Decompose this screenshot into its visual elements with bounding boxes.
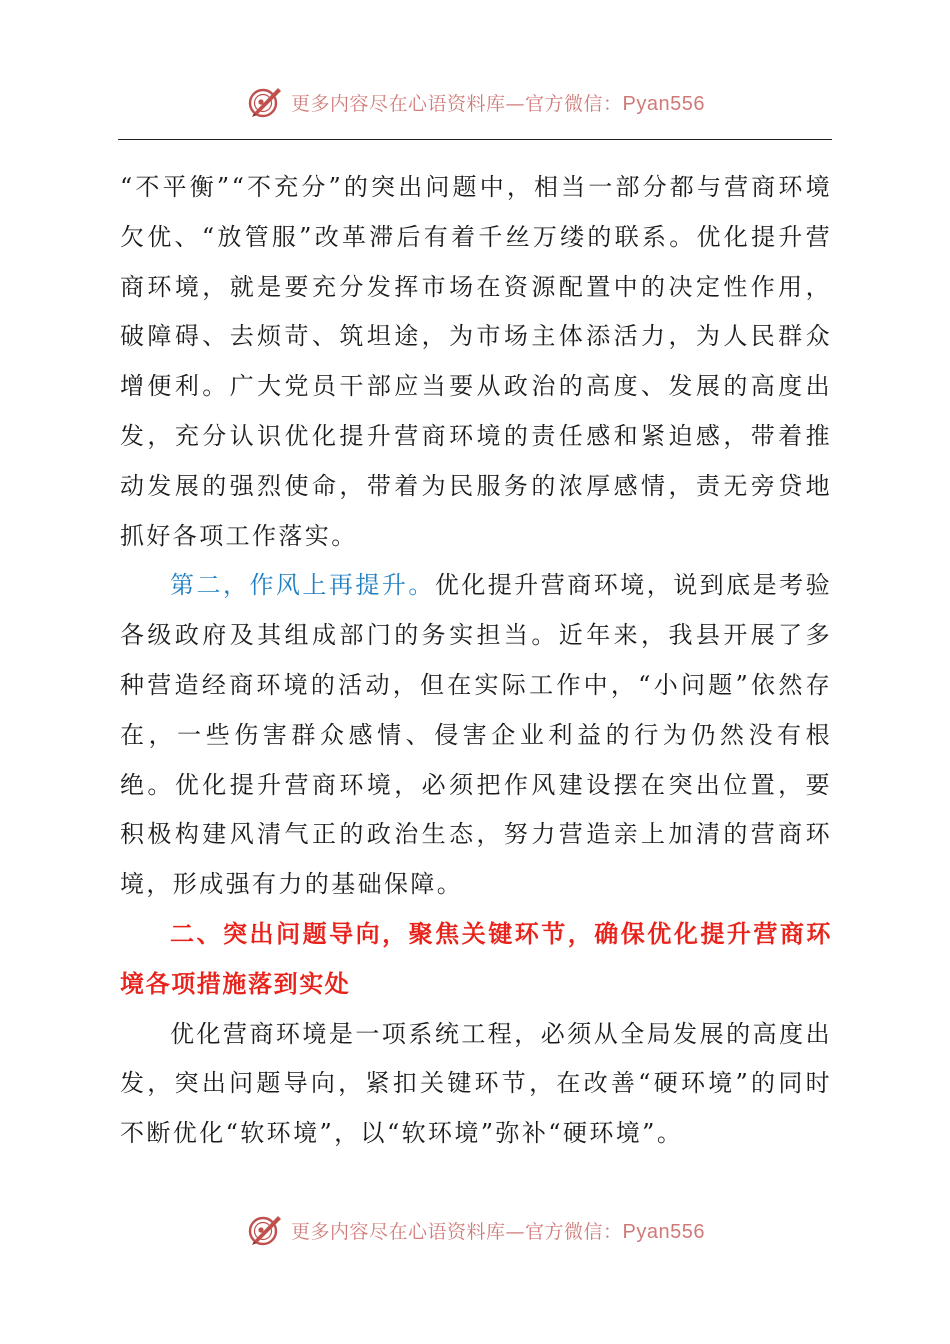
footer-wechat-id: Pyan556 (622, 1220, 705, 1243)
header-banner-text (291, 89, 705, 116)
paragraph-2-lead: 第二，作风上再提升。 (170, 571, 435, 600)
footer-banner (0, 1208, 950, 1252)
pen-seal-icon (245, 82, 285, 122)
pen-seal-icon (245, 1210, 285, 1250)
paragraph-2-text: 优化提升营商环境，说到底是考验各级政府及其组成部门的务实担当。近年来，我县开展了多种营造经商环境的活动，但在实际工作中，“小问题”依然存在，一些伤害群众感情、侵害企业利益的行为仍然没有根绝。优化提升营商环境，必须把作风建设摆在突出位置，要积极构建风清气正的政治生态，努力营造亲上加清的营商环境，形成强有力的基础保障。 (120, 571, 833, 899)
paragraph-2 (120, 561, 832, 910)
paragraph-3: 优化营商环境是一项系统工程，必须从全局发展的高度出发，突出问题导向，紧扣关键环节，在改善“硬环境”的同时不断优化“软环境”，以“软环境”弥补“硬环境”。 (120, 1019, 832, 1148)
footer-banner-text (291, 1217, 705, 1244)
header-banner (0, 80, 950, 124)
header-text-cn: 更多内容尽在心语资料库—官方微信： (291, 92, 623, 115)
footer-text-cn: 更多内容尽在心语资料库—官方微信： (291, 1220, 623, 1243)
document-body (120, 163, 832, 1159)
header-divider (118, 139, 832, 140)
section-heading-2: 二、突出问题导向，聚焦关键环节，确保优化提升营商环境各项措施落到实处 (120, 919, 832, 998)
header-wechat-id: Pyan556 (622, 92, 705, 115)
paragraph-1: “不平衡”“不充分”的突出问题中，相当一部分都与营商环境欠优、“放管服”改革滞后有着千丝万缕的联系。优化提升营商环境，就是要充分发挥市场在资源配置中的决定性作用，破障碍、去烦苛、筑坦途，为市场主体添活力，为人民群众增便利。广大党员干部应当要从政治的高度、发展的高度出发，充分认识优化提升营商环境的责任感和紧迫感，带着推动发展的强烈使命，带着为民服务的浓厚感情，责无旁贷地抓好各项工作落实。 (120, 173, 832, 550)
